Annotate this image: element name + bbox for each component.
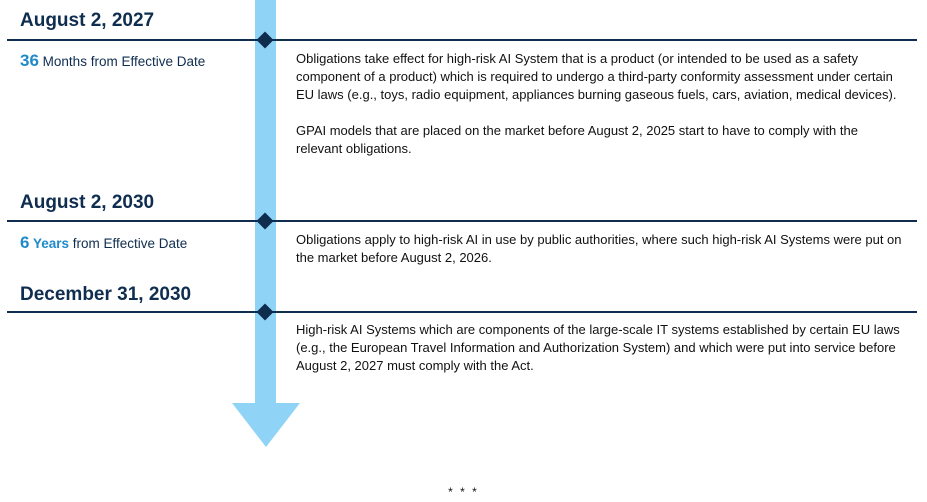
milestone-description	[296, 231, 902, 267]
milestone-description	[296, 50, 902, 158]
milestone-description	[296, 321, 902, 375]
milestone-offset	[20, 233, 187, 253]
description-paragraph: Obligations take effect for high-risk AI System that is a product (or intended to be used as a safety component of a product) which is required to undergo a third-party conformity assessment under certain EU laws (e.g., toys, radio equipment, appliances burning gaseous fuels, cars, aviation, medical devices).	[296, 51, 897, 102]
description-paragraph: High-risk AI Systems which are components of the large-scale IT systems established by certain EU laws (e.g., the European Travel Information and Authorization System) and which were put into service before August 2, 2027 must comply with the Act.	[296, 322, 900, 373]
divider-line	[7, 39, 917, 41]
offset-number: 36	[20, 51, 39, 70]
milestone-date: August 2, 2030	[20, 192, 155, 213]
divider-line	[7, 311, 917, 313]
milestone-date: December 31, 2030	[20, 284, 192, 305]
offset-number: 6	[20, 233, 30, 252]
section-separator: * * *	[448, 485, 479, 499]
offset-label: from Effective Date	[69, 236, 188, 251]
description-paragraph: GPAI models that are placed on the market before August 2, 2025 start to have to comply with the relevant obligations.	[296, 123, 858, 156]
timeline-arrow-head	[232, 403, 300, 447]
offset-unit: Years	[29, 236, 70, 251]
description-paragraph: Obligations apply to high-risk AI in use by public authorities, where such high-risk AI Systems were put on the market before August 2, 2026.	[296, 232, 902, 265]
milestone-offset	[20, 51, 205, 71]
milestone-date: August 2, 2027	[20, 10, 155, 31]
offset-label: Months from Effective Date	[38, 54, 206, 69]
timeline-arrow-shaft	[255, 0, 276, 404]
divider-line	[7, 220, 917, 222]
